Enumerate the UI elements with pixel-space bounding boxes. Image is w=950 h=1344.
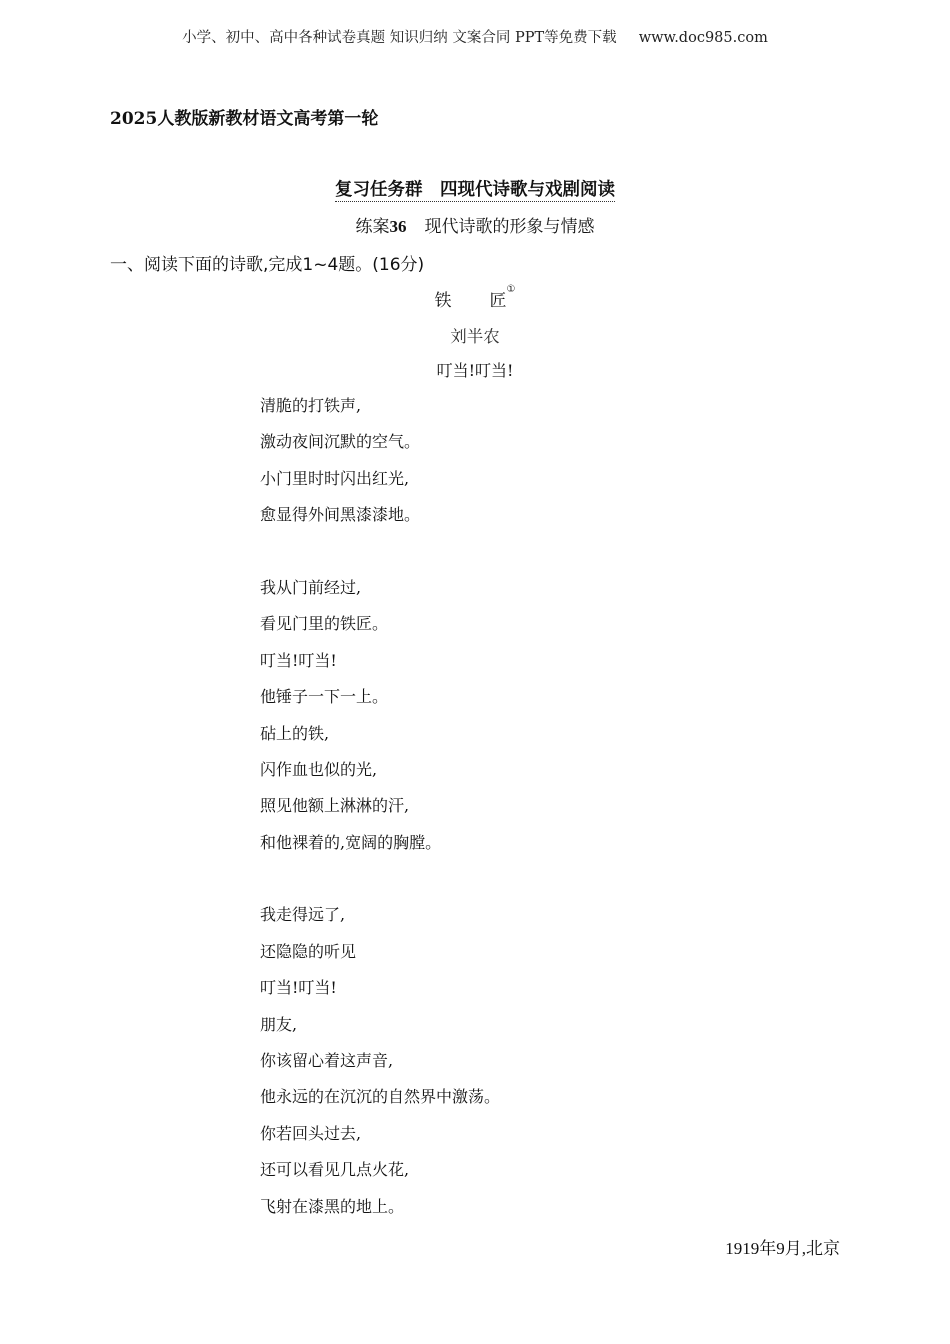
poem-line: 你该留心着这声音, [260, 1051, 394, 1071]
poem-line: 还可以看见几点火花, [260, 1160, 410, 1180]
poem-line: 照见他额上淋淋的汗, [260, 796, 410, 816]
task-title-text: 复习任务群 四现代诗歌与戏剧阅读 [335, 180, 615, 200]
poem-line: 我走得远了, [260, 905, 346, 925]
poem-line: 激动夜间沉默的空气。 [260, 432, 421, 452]
poem-line: 他锤子一下一上。 [260, 687, 389, 707]
lesson-name: 现代诗歌的形象与情感 [424, 217, 595, 237]
poem-line: 他永远的在沉沉的自然界中激荡。 [260, 1087, 501, 1107]
poem-line: 叮当!叮当! [260, 978, 337, 998]
task-title [0, 176, 950, 201]
poem-line: 你若回头过去, [260, 1123, 362, 1143]
stanza-break [260, 538, 500, 574]
poem-line: 闪作血也似的光, [260, 759, 378, 779]
poem-line: 朋友, [260, 1014, 298, 1034]
poem-author: 刘半农 [450, 327, 500, 346]
stanza-break [260, 865, 500, 901]
lesson-number: 36 [389, 217, 407, 236]
poem-line: 我从门前经过, [260, 577, 362, 597]
poem-line: 飞射在漆黑的地上。 [260, 1196, 405, 1216]
poem-title-char-1: 铁 [434, 291, 452, 311]
book-title: 2025人教版新教材语文高考第一轮 [110, 109, 379, 129]
poem-line: 和他裸着的,宽阔的胸膛。 [260, 832, 442, 852]
footnote-mark: ① [506, 284, 516, 295]
poem-line: 看见门里的铁匠。 [260, 614, 389, 634]
poem-body [260, 392, 500, 1229]
poem-line: 还隐隐的听见 [260, 941, 357, 961]
poem-line: 小门里时时闪出红光, [260, 468, 410, 488]
question-prompt: 一、阅读下面的诗歌,完成1~4题。(16分) [110, 255, 425, 275]
poem-line: 愈显得外间黑漆漆地。 [260, 505, 421, 525]
header-site-link[interactable]: www.doc985.com [638, 30, 768, 46]
page-header [0, 26, 950, 47]
poem-line: 清脆的打铁声, [260, 396, 362, 415]
poem-line: 叮当!叮当! [260, 650, 337, 670]
poem-opening-line: 叮当!叮当! [436, 361, 514, 380]
poem-title-char-2: 匠 [489, 291, 507, 311]
lesson-title [0, 212, 950, 237]
lesson-prefix: 练案 [355, 217, 390, 237]
poem-title [0, 286, 950, 311]
header-text: 小学、初中、高中各种试卷真题 知识归纳 文案合同 PPT等免费下载 [182, 30, 617, 46]
poem-line: 砧上的铁, [260, 723, 330, 743]
poem-date: 1919年9月,北京 [725, 1239, 840, 1258]
